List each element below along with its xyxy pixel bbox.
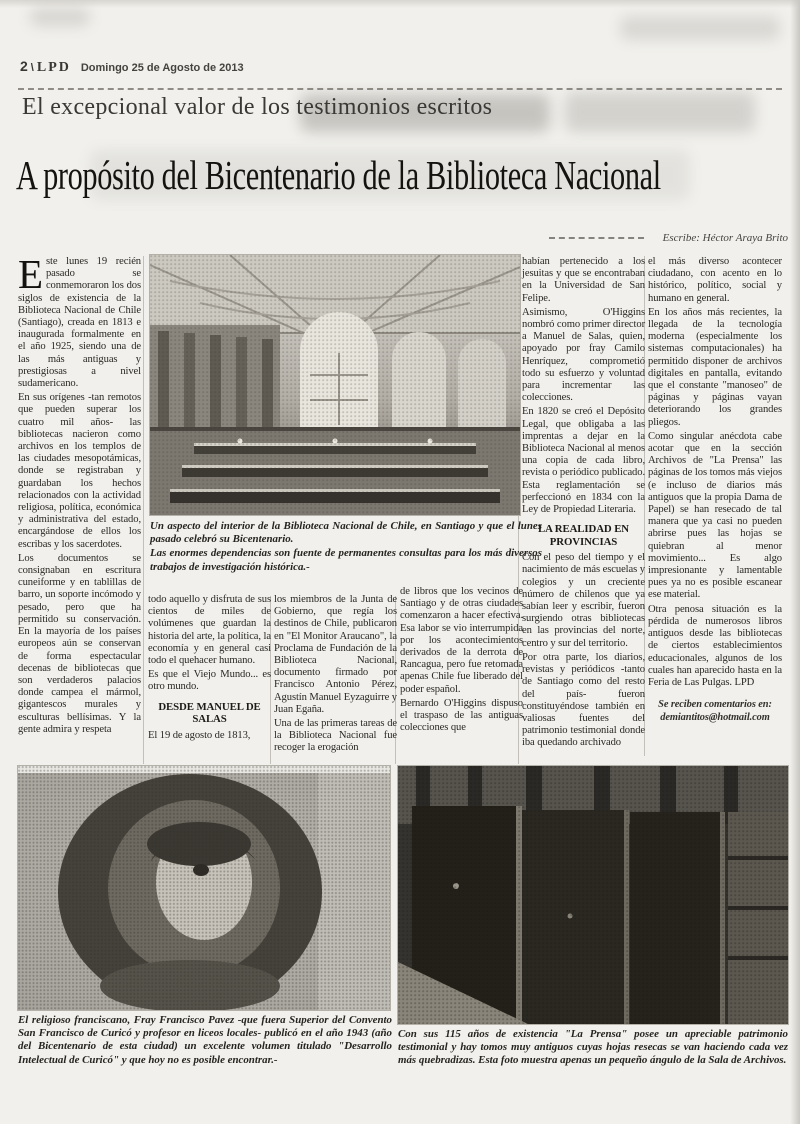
edition-date: Domingo 25 de Agosto de 2013 bbox=[80, 62, 244, 74]
pavez-portrait-photo bbox=[18, 766, 390, 1010]
show-through-blob bbox=[620, 16, 780, 40]
show-through-blob bbox=[30, 8, 90, 26]
library-interior-illustration bbox=[150, 255, 520, 515]
kicker: El excepcional valor de los testimonios escritos bbox=[22, 94, 493, 120]
byline: Escribe: Héctor Araya Brito bbox=[662, 232, 788, 244]
pavez-portrait-illustration bbox=[18, 766, 390, 1010]
main-photo-caption bbox=[150, 520, 542, 575]
headline-wrap bbox=[16, 146, 788, 212]
caption-line: Las enormes dependencias son fuente de permanentes consultas para los más diversos trabajos de investigación histórica.- bbox=[150, 547, 542, 573]
byline-dash bbox=[549, 237, 644, 239]
article-column-3 bbox=[274, 594, 397, 766]
article-paragraph: Con el peso del tiempo y el nacimiento de más escuelas y colegios y un creciente número de chilenos que ya sabían leer y escribir, fueron surgiendo otras bibliotecas en las provincias del norte, centro y sur del territorio. bbox=[522, 552, 645, 649]
page-number: 2 bbox=[20, 58, 28, 74]
archives-caption: Con sus 115 años de existencia "La Prensa" posee un apreciable patrimonio testimonial y hay tomos muy antiguos cuyas hojas resecas se van haciendo cada vez más quebradizas. Esta foto muestra apenas un pequeño ángulo de la Sala de Archivos. bbox=[398, 1028, 788, 1067]
article-paragraph: El 19 de agosto de 1813, bbox=[148, 729, 251, 741]
article-column-6 bbox=[648, 256, 782, 766]
archives-photo bbox=[398, 766, 788, 1024]
article-paragraph: el más diverso acontecer ciudadano, con acento en lo histórico, político, social y humano en general. bbox=[648, 256, 782, 304]
article-paragraph: los miembros de la Junta de Gobierno, que regía los destinos de Chile, publicaron en "El Monitor Araucano", la Proclama de Fundación de la Biblioteca Nacional, documento firmado por Francisco Antonio Pérez, Agustín Manuel Eyzaguirre y Juan Egaña. bbox=[274, 594, 397, 715]
library-interior-photo bbox=[150, 255, 520, 515]
article-paragraph: En 1820 se creó el Depósito Legal, que obligaba a las imprentas a dejar en la Biblioteca Nacional al menos una copia de cada libro, revista o periódico publicado. Esta reglamentación se perfeccionó en 1834 con la Ley de Propiedad Literaria. bbox=[522, 406, 645, 516]
scan-top-shade bbox=[0, 0, 800, 8]
article-column-5 bbox=[522, 256, 645, 766]
article-paragraph: En sus orígenes -tan remotos que pueden superar los cuatro mil años- las bibliotecas nacieron como archivos en los templos de las ciudades mesopotámicas, donde se registraban y guardaban los hechos relacionados con la actividad religiosa, política, económica y administrativa del estado, encargándose de ellos los escribas y los sacerdotes. bbox=[18, 392, 141, 550]
contact-line: Se reciben comentarios en: bbox=[658, 699, 772, 711]
column-rule bbox=[143, 256, 144, 764]
article-paragraph: Por otra parte, los diarios, revistas y periódicos -tanto de Santiago como del resto del país- fueron constituyéndose también en valiosas fuentes del patrimonio testimonial donde iba quedando archivado bbox=[522, 651, 645, 749]
article-paragraph: Otra penosa situación es la pérdida de numerosos libros antiguos desde las bibliotecas de ciertos establecimientos educacionales, algunos de los cuales han aparecido hasta en la Feria de Las Pulgas. LPD bbox=[648, 603, 782, 688]
article-paragraph: Los documentos se consignaban en escritura cuneiforme y en tablillas de barro, un soporte incómodo y pesado, pero que ha permitido su conservación. En la mayoría de los países europeos aún se conservan de forma espectacular decenas de bibliotecas que son verdaderos palacios donde campea el mármol, gigantescos murales y esculturas bellísimas. Y la gente admira y respeta bbox=[18, 552, 141, 735]
article-column-1 bbox=[18, 251, 141, 766]
article-paragraph: Es que el Viejo Mundo... es otro mundo. bbox=[148, 669, 271, 693]
contact-email: demiantitos@hotmail.com bbox=[660, 712, 770, 724]
drop-cap: E bbox=[18, 251, 43, 297]
article-paragraph: Asimismo, O'Higgins nombró como primer director a Manuel de Salas, quien, apoyado por fray Camilo Henríquez, comprometió todo su esfuerzo y voluntad para incrementar las colecciones. bbox=[522, 306, 645, 404]
article-paragraph: todo aquello y disfruta de sus cientos de miles de volúmenes que guardan la historia del arte, la política, la economía y en general casi todo el quehacer humano. bbox=[148, 594, 271, 667]
byline-row bbox=[400, 232, 788, 244]
article-paragraph: Este lunes 19 recién pasado se conmemoraron los dos siglos de existencia de la Biblioteca Nacional de Chile (Santiago), creada en 1813 e inaugurada formalmente en el año 1925, siendo una de las más antiguas y prestigiosas a nivel sudamericano. bbox=[18, 251, 141, 390]
masthead bbox=[20, 58, 780, 76]
article-paragraph: En los años más recientes, la llegada de la tecnología moderna (especialmente los sistemas computacionales) ha permitido disponer de archivos digitales en pantalla, evitando que el constante "manoseo" de páginas y páginas vayan deteriorando los grandes pliegos. bbox=[648, 306, 782, 428]
caption-line: Un aspecto del interior de la Biblioteca Nacional de Chile, en Santiago y que el lunes pasado celebró su Bicentenario. bbox=[150, 520, 542, 546]
article-paragraph: de libros que los vecinos de Santiago y de otras ciudades comenzaron a hacer efectiva. Esa labor se vio interrumpida por los acontecimientos derivados de la derrota de Rancagua, pero fue retomada apenas Chile fue liberado del poder español. bbox=[400, 586, 523, 695]
show-through-blob bbox=[565, 92, 755, 132]
article-column-4 bbox=[400, 586, 523, 766]
headline: A propósito del Bicentenario de la Biblioteca Nacional bbox=[16, 152, 661, 198]
archives-illustration bbox=[398, 766, 788, 1024]
masthead-separator: \ bbox=[30, 62, 34, 74]
article-column-2 bbox=[148, 594, 271, 766]
contact-note bbox=[648, 698, 782, 724]
section-heading: LA REALIDAD EN PROVINCIAS bbox=[538, 523, 629, 548]
scan-edge-shade bbox=[790, 0, 800, 1124]
article-paragraph: habían pertenecido a los jesuitas y que se encontraban en la Universidad de San Felipe. bbox=[522, 256, 645, 304]
article-paragraph: Bernardo O'Higgins dispuso el traspaso de las antiguas colecciones que bbox=[400, 697, 523, 734]
pavez-caption: El religioso franciscano, Fray Francisco Pavez -que fuera Superior del Convento San Francisco de Curicó y profesor en liceos locales- publicó en el año 1943 (año del Bicentenario de esta ciudad) un excelente volumen titulado "Desarrollo Intelectual de Curicó" y que hoy no es posible encontrar.- bbox=[18, 1014, 392, 1066]
masthead-rule bbox=[18, 88, 782, 90]
section-heading: DESDE MANUEL DE SALAS bbox=[158, 700, 261, 726]
article-paragraph: Una de las primeras tareas de la Biblioteca Nacional fue recoger la erogación bbox=[274, 718, 397, 754]
article-paragraph: Como singular anécdota cabe acotar que en la sección Archivos de "La Prensa" las páginas de los tomos más viejos (e incluso de diarios más antiguos que la propia Dama de Papel) se han resecado de tal manera que ya casi no pueden abrirse pues las hojas se quiebran al menor movimiento... Es algo impresionante y lamentable pues ya no es posible escanear ese material. bbox=[648, 430, 782, 601]
newspaper-logo: LPD bbox=[36, 60, 71, 75]
